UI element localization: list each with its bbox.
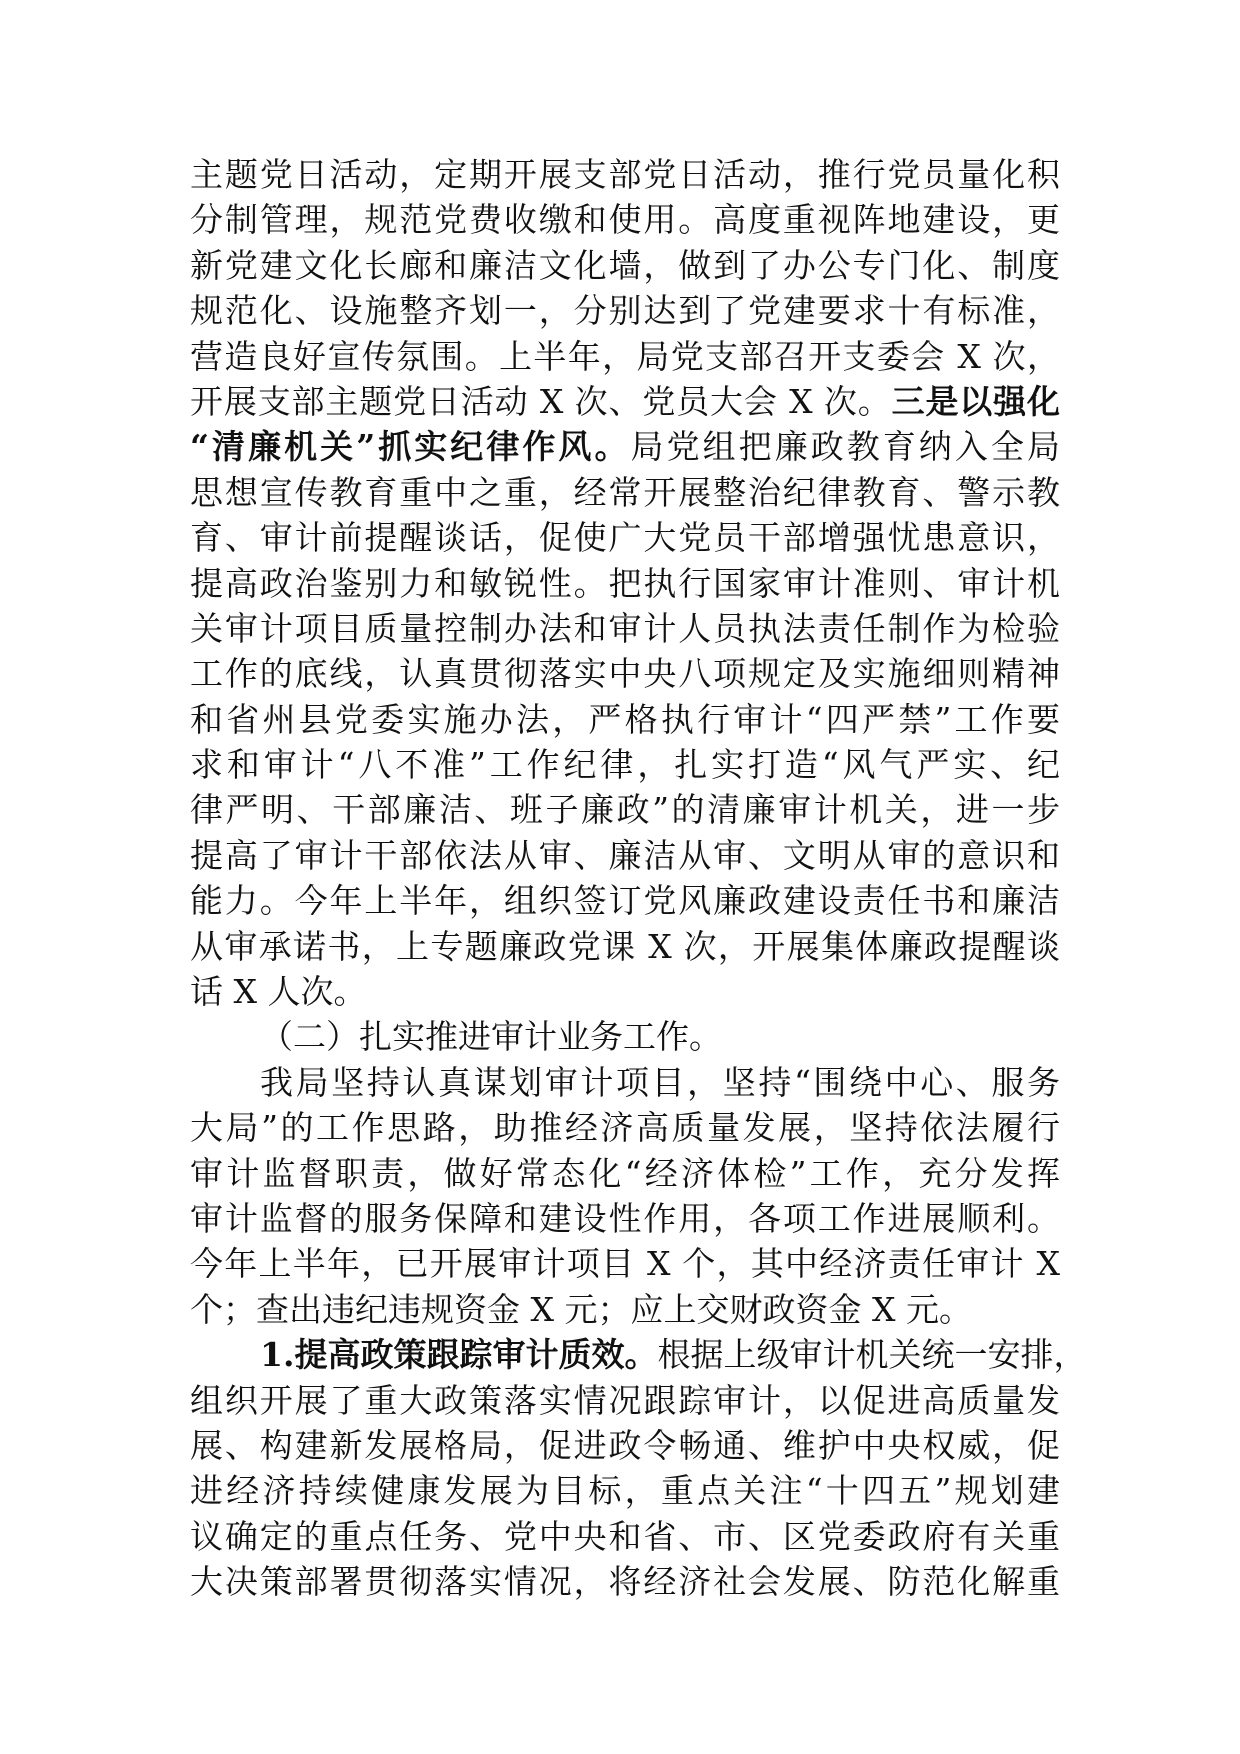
text-segment: 思想宣传教育重中之重，经常开展整治纪律教育、警示教 — [190, 472, 1060, 512]
text-segment: 关审计项目质量控制办法和审计人员执法责任制作为检验 — [190, 608, 1060, 648]
text-segment: 求和审计“八不准”工作纪律，扎实打造“风气严实、纪 — [190, 745, 1060, 785]
text-line — [190, 606, 1060, 651]
text-line — [190, 924, 1060, 969]
text-segment: 局党组把廉政教育纳入全局 — [630, 427, 1061, 467]
text-segment: 根据上级审计机关统一安排， — [657, 1335, 1087, 1375]
text-segment: 提高了审计干部依法从审、廉洁从审、文明从审的意识和 — [190, 835, 1060, 875]
body-text — [190, 152, 1087, 1605]
text-line — [190, 969, 1060, 1014]
text-line — [190, 1514, 1060, 1559]
text-segment: 能力。今年上半年，组织签订党风廉政建设责任书和廉洁 — [190, 881, 1060, 921]
text-segment: 话 X 人次。 — [190, 972, 367, 1012]
text-segment: 审计监督的服务保障和建设性作用，各项工作进展顺利。 — [190, 1198, 1060, 1238]
text-line — [190, 1151, 1060, 1196]
text-line — [190, 1014, 1060, 1059]
text-segment: 育、审计前提醒谈话，促使广大党员干部增强忧患意识， — [190, 518, 1060, 558]
text-line — [190, 379, 1060, 424]
text-segment: 大局”的工作思路，助推经济高质量发展，坚持依法履行 — [190, 1108, 1060, 1148]
text-segment: 展、构建新发展格局，促进政令畅通、维护中央权威，促 — [190, 1425, 1060, 1465]
text-line — [190, 1060, 1060, 1105]
text-line — [190, 243, 1060, 288]
text-segment: 个；查出违纪违规资金 X 元；应上交财政资金 X 元。 — [190, 1289, 972, 1329]
text-line — [190, 515, 1060, 560]
text-segment: 审计监督职责，做好常态化“经济体检”工作，充分发挥 — [190, 1153, 1060, 1193]
bold-text-segment: 1.提高政策跟踪审计质效。 — [260, 1335, 658, 1375]
text-line — [190, 1468, 1060, 1513]
text-line — [190, 424, 1060, 469]
text-segment: 议确定的重点任务、党中央和省、市、区党委政府有关重 — [190, 1516, 1060, 1556]
text-line — [190, 288, 1060, 333]
text-line — [190, 1105, 1060, 1150]
text-segment: 新党建文化长廊和廉洁文化墙，做到了办公专门化、制度 — [190, 245, 1060, 285]
text-segment: 提高政治鉴别力和敏锐性。把执行国家审计准则、审计机 — [190, 563, 1060, 603]
text-line — [190, 334, 1060, 379]
text-line — [190, 697, 1060, 742]
text-line — [190, 1423, 1060, 1468]
text-line — [190, 787, 1060, 832]
text-segment: 我局坚持认真谋划审计项目，坚持“围绕中心、服务 — [260, 1062, 1060, 1102]
bold-text-segment: 三是以强化 — [891, 381, 1061, 421]
text-line — [190, 833, 1060, 878]
text-segment: 组织开展了重大政策落实情况跟踪审计，以促进高质量发 — [190, 1380, 1060, 1420]
text-line — [190, 742, 1060, 787]
text-segment: 开展支部主题党日活动 X 次、党员大会 X 次。 — [190, 381, 892, 421]
text-segment: 工作的底线，认真贯彻落实中央八项规定及实施细则精神 — [190, 654, 1060, 694]
text-segment: 大决策部署贯彻落实情况，将经济社会发展、防范化解重 — [190, 1562, 1060, 1602]
text-segment: 营造良好宣传氛围。上半年，局党支部召开支委会 X 次， — [190, 336, 1060, 376]
text-segment: 和省州县党委实施办法，严格执行审计“四严禁”工作要 — [190, 699, 1060, 739]
text-line — [190, 470, 1060, 515]
text-line — [190, 1559, 1060, 1604]
text-segment: 律严明、干部廉洁、班子廉政”的清廉审计机关，进一步 — [190, 790, 1060, 830]
text-segment: 规范化、设施整齐划一，分别达到了党建要求十有标准， — [190, 291, 1060, 331]
text-line — [190, 1332, 1087, 1377]
text-segment: 进经济持续健康发展为目标，重点关注“十四五”规划建 — [190, 1471, 1060, 1511]
text-line — [190, 561, 1060, 606]
text-line — [190, 1378, 1060, 1423]
text-segment: 从审承诺书，上专题廉政党课 X 次，开展集体廉政提醒谈 — [190, 926, 1060, 966]
text-segment: 今年上半年，已开展审计项目 X 个，其中经济责任审计 X — [190, 1244, 1060, 1284]
text-line — [190, 1196, 1060, 1241]
text-line — [190, 1241, 1060, 1286]
text-line — [190, 878, 1060, 923]
text-line — [190, 651, 1060, 696]
text-segment: 分制管理，规范党费收缴和使用。高度重视阵地建设，更 — [190, 200, 1060, 240]
bold-text-segment: “清廉机关”抓实纪律作风。 — [190, 427, 631, 467]
text-segment: 主题党日活动，定期开展支部党日活动，推行党员量化积 — [190, 155, 1060, 194]
text-line — [190, 197, 1060, 242]
text-line — [190, 152, 1060, 197]
text-line — [190, 1287, 1060, 1332]
text-segment: （二）扎实推进审计业务工作。 — [260, 1017, 722, 1057]
